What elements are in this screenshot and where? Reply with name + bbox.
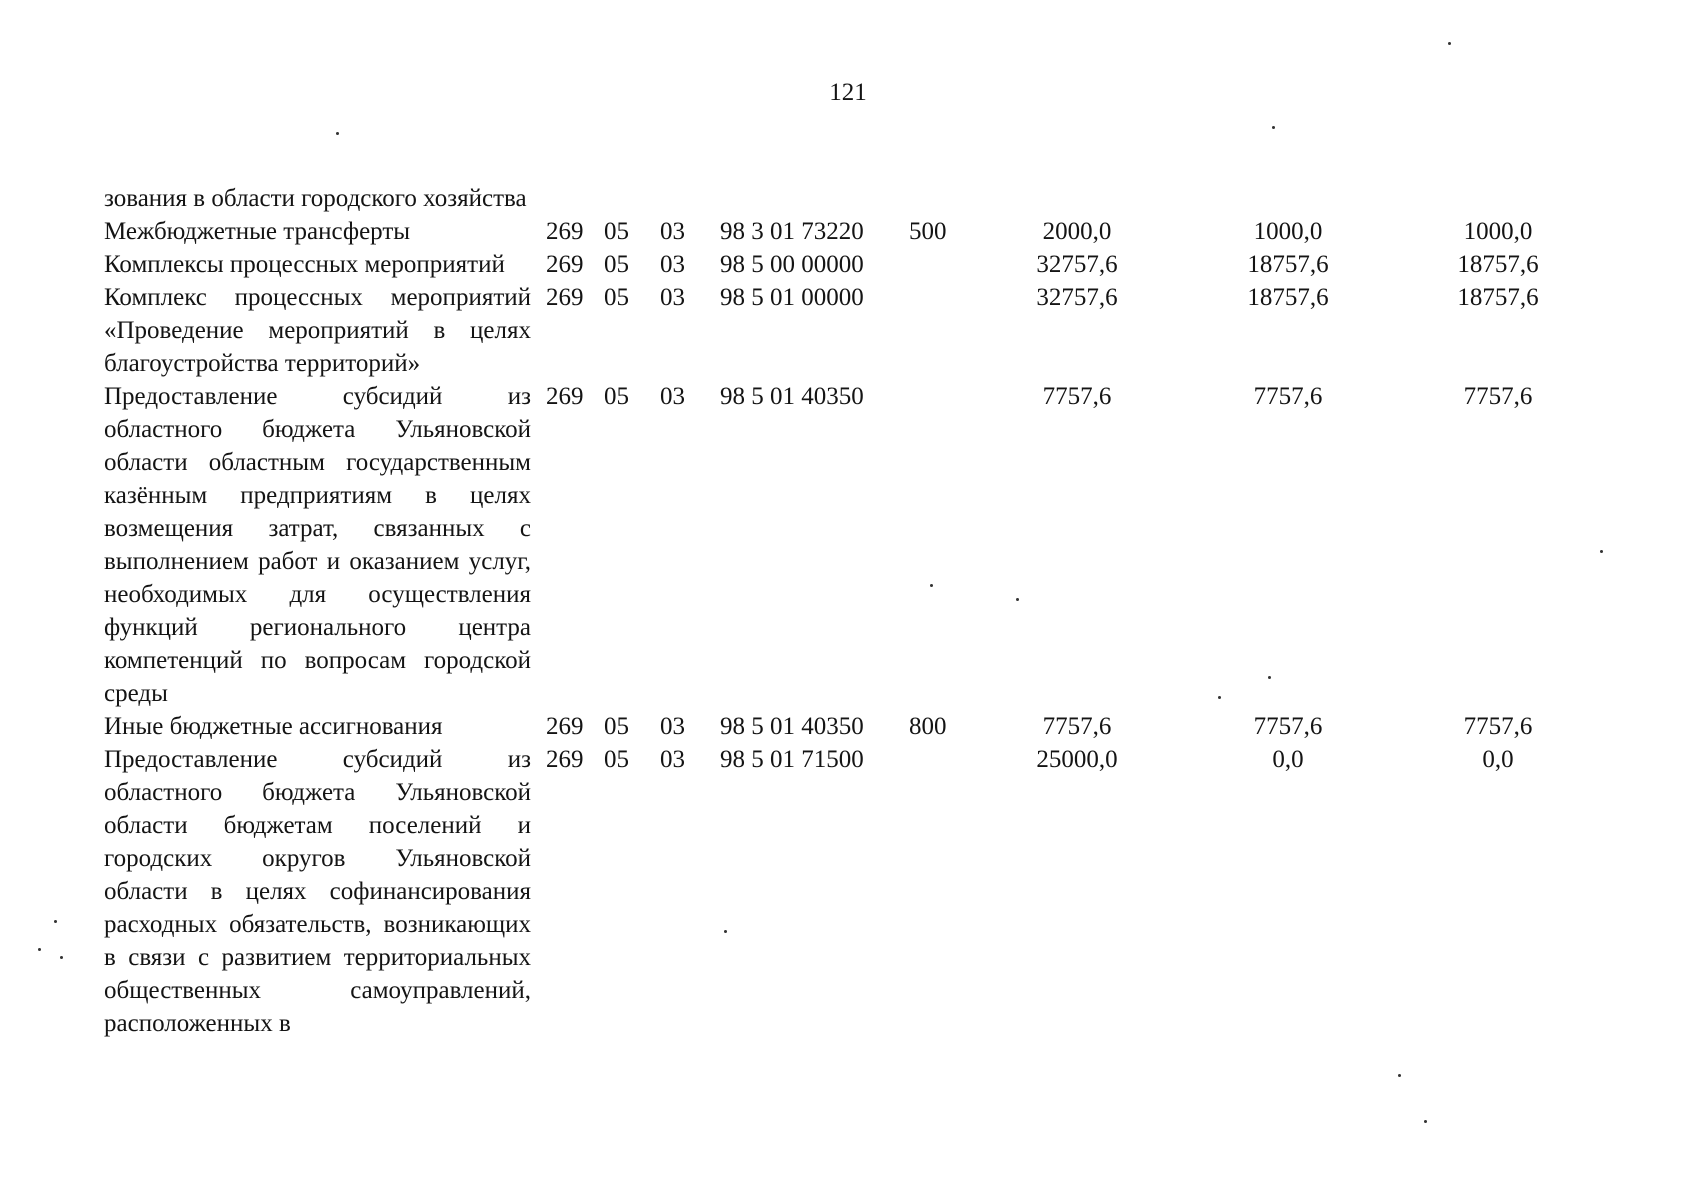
budget-table (104, 182, 1574, 1040)
section-code: 05 (604, 284, 629, 311)
scan-speck (336, 132, 339, 135)
subsection-code: 03 (660, 713, 685, 740)
ministry-code: 269 (546, 383, 584, 410)
table-row (104, 710, 1574, 743)
amount-year-2: 18757,6 (1247, 284, 1329, 311)
ministry-code: 269 (546, 746, 584, 773)
target-article-code: 98 5 00 00000 (720, 251, 864, 278)
amount-year-2: 0,0 (1272, 746, 1304, 773)
subsection-code: 03 (660, 218, 685, 245)
scan-speck (54, 920, 57, 923)
scan-speck (60, 956, 63, 959)
section-code: 05 (604, 713, 629, 740)
subsection-code: 03 (660, 284, 685, 311)
amount-year-3: 18757,6 (1457, 251, 1539, 278)
amount-year-1: 7757,6 (1042, 713, 1112, 740)
amount-year-2: 7757,6 (1253, 713, 1323, 740)
amount-year-2: 18757,6 (1247, 251, 1329, 278)
row-description: Комплексы процессных мероприятий (104, 251, 505, 278)
table-row (104, 248, 1574, 281)
section-code: 05 (604, 218, 629, 245)
amount-year-1: 32757,6 (1036, 284, 1118, 311)
table-row (104, 281, 1574, 380)
section-code: 05 (604, 383, 629, 410)
ministry-code: 269 (546, 713, 584, 740)
row-description: Комплекс процессных мероприятий «Проведение мероприятий в целях благоустройства территорий» (104, 284, 531, 377)
table-row (104, 215, 1574, 248)
amount-year-3: 0,0 (1482, 746, 1514, 773)
amount-year-2: 1000,0 (1253, 218, 1323, 245)
page-number: 121 (829, 79, 867, 106)
amount-year-3: 18757,6 (1457, 284, 1539, 311)
scan-speck (1272, 126, 1275, 129)
target-article-code: 98 5 01 00000 (720, 284, 864, 311)
amount-year-3: 1000,0 (1463, 218, 1533, 245)
amount-year-1: 32757,6 (1036, 251, 1118, 278)
target-article-code: 98 5 01 71500 (720, 746, 864, 773)
scan-speck (1448, 42, 1451, 45)
scan-speck (1268, 676, 1271, 679)
scan-speck (38, 948, 41, 951)
scan-speck (1600, 550, 1603, 553)
table-row (104, 743, 1574, 1040)
subsection-code: 03 (660, 251, 685, 278)
row-description: Предоставление субсидий из областного бюджета Ульяновской области бюджетам поселений и городских округов Ульяновской области в целях софинансирования расходных обязательств, возникающих в связи с развитием территориальных общественных самоуправлений, расположенных в (104, 746, 531, 1037)
table-row (104, 380, 1574, 710)
scan-speck (1218, 696, 1221, 699)
scan-speck (724, 930, 727, 933)
section-code: 05 (604, 251, 629, 278)
section-code: 05 (604, 746, 629, 773)
expense-type-code: 500 (909, 218, 947, 245)
subsection-code: 03 (660, 383, 685, 410)
row-description: зования в области городского хозяйства (104, 185, 527, 212)
amount-year-1: 7757,6 (1042, 383, 1112, 410)
amount-year-3: 7757,6 (1463, 713, 1533, 740)
target-article-code: 98 3 01 73220 (720, 218, 864, 245)
scan-speck (1398, 1074, 1401, 1077)
target-article-code: 98 5 01 40350 (720, 383, 864, 410)
ministry-code: 269 (546, 218, 584, 245)
amount-year-3: 7757,6 (1463, 383, 1533, 410)
scan-speck (1424, 1120, 1427, 1123)
amount-year-2: 7757,6 (1253, 383, 1323, 410)
row-description: Иные бюджетные ассигнования (104, 713, 443, 740)
scan-speck (1016, 598, 1019, 601)
subsection-code: 03 (660, 746, 685, 773)
amount-year-1: 2000,0 (1042, 218, 1112, 245)
table-row (104, 182, 1574, 215)
expense-type-code: 800 (909, 713, 947, 740)
amount-year-1: 25000,0 (1036, 746, 1118, 773)
target-article-code: 98 5 01 40350 (720, 713, 864, 740)
ministry-code: 269 (546, 251, 584, 278)
row-description: Предоставление субсидий из областного бюджета Ульяновской области областным государственным казённым предприятиям в целях возмещения затрат, связанных с выполнением работ и оказанием услуг, необходимых для осуществления функций регионального центра компетенций по вопросам городской среды (104, 383, 531, 707)
row-description: Межбюджетные трансферты (104, 218, 411, 245)
scan-speck (930, 584, 933, 587)
ministry-code: 269 (546, 284, 584, 311)
